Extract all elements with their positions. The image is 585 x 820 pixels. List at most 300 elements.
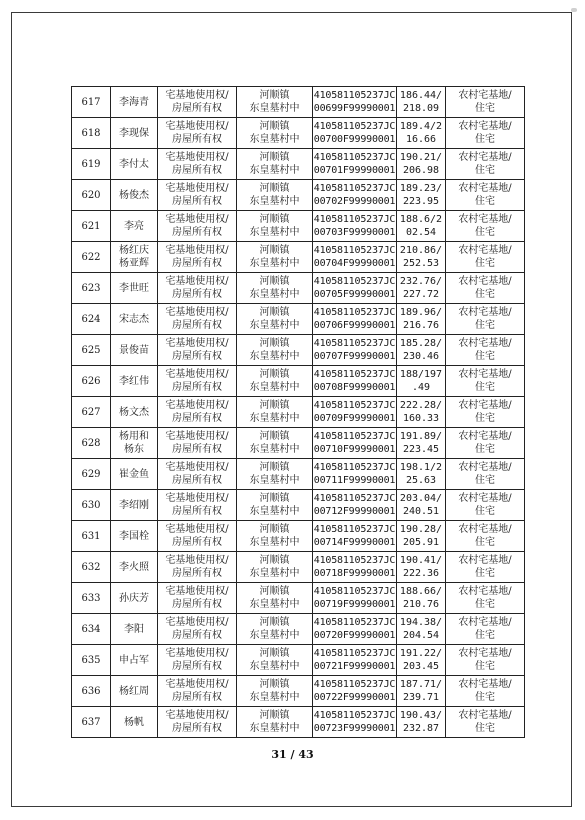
location-cell [237, 521, 313, 552]
owner-name-line: 李世旺 [119, 282, 149, 294]
table-row [72, 118, 525, 149]
unit-code-line: 00699F99990001 [313, 103, 396, 114]
location-line: 河顺镇 [259, 400, 290, 411]
right-type-line: 宅基地使用权/ [165, 152, 229, 163]
area-cell [397, 428, 446, 459]
row-number-line: 635 [81, 654, 101, 666]
land-use-cell [446, 459, 525, 490]
land-use-line: 住宅 [475, 227, 495, 238]
right-type-cell [158, 645, 237, 676]
location-line: 东皇墓村中 [249, 537, 300, 548]
right-type-cell [158, 676, 237, 707]
location-cell [237, 366, 313, 397]
location-line: 河顺镇 [259, 679, 290, 690]
owner-name-cell [111, 304, 158, 335]
land-use-line: 农村宅基地/ [458, 400, 512, 411]
right-type-line: 房屋所有权 [172, 196, 222, 207]
area-cell [397, 180, 446, 211]
area-line: 188.66/ [399, 586, 443, 597]
area-cell [397, 273, 446, 304]
land-use-line: 住宅 [475, 723, 495, 734]
right-type-cell [158, 707, 237, 738]
row-number-cell [72, 118, 111, 149]
area-line: 203.04/ [399, 493, 443, 504]
right-type-line: 宅基地使用权/ [165, 648, 229, 659]
row-number-line: 628 [81, 437, 101, 449]
location-cell [237, 273, 313, 304]
unit-code-line: 410581105237JC [313, 400, 396, 411]
location-line: 河顺镇 [259, 710, 290, 721]
right-type-line: 房屋所有权 [172, 661, 222, 672]
location-line: 东皇墓村中 [249, 568, 300, 579]
right-type-line: 房屋所有权 [172, 723, 222, 734]
right-type-line: 房屋所有权 [172, 475, 222, 486]
unit-code-line: 00718F99990001 [313, 568, 396, 579]
unit-code-line: 00702F99990001 [313, 196, 396, 207]
location-line: 河顺镇 [259, 648, 290, 659]
unit-code-line: 410581105237JC [313, 369, 396, 380]
row-number-cell [72, 335, 111, 366]
unit-code-line: 00708F99990001 [313, 382, 396, 393]
records-table-body [72, 87, 525, 738]
right-type-line: 宅基地使用权/ [165, 710, 229, 721]
row-number-cell [72, 304, 111, 335]
location-line: 河顺镇 [259, 183, 290, 194]
row-number-cell [72, 552, 111, 583]
area-line: 210.86/ [399, 245, 443, 256]
right-type-cell [158, 521, 237, 552]
owner-name-cell [111, 149, 158, 180]
location-cell [237, 614, 313, 645]
area-line: 223.95 [402, 196, 440, 207]
owner-name-line: 杨亚辉 [119, 258, 149, 269]
unit-code-line: 410581105237JC [313, 617, 396, 628]
area-line: 189.4/2 [399, 121, 443, 132]
area-cell [397, 490, 446, 521]
area-line: 240.51 [402, 506, 440, 517]
land-use-line: 农村宅基地/ [458, 276, 512, 287]
land-use-line: 住宅 [475, 382, 495, 393]
right-type-line: 宅基地使用权/ [165, 276, 229, 287]
table-row [72, 428, 525, 459]
area-line: 218.09 [402, 103, 440, 114]
owner-name-line: 杨俊杰 [119, 189, 149, 201]
area-line: .49 [411, 382, 431, 393]
area-cell [397, 335, 446, 366]
unit-code-line: 410581105237JC [313, 214, 396, 225]
land-use-line: 住宅 [475, 289, 495, 300]
owner-name-cell [111, 242, 158, 273]
land-use-cell [446, 490, 525, 521]
area-cell [397, 397, 446, 428]
right-type-line: 宅基地使用权/ [165, 183, 229, 194]
owner-name-cell [111, 180, 158, 211]
land-use-line: 农村宅基地/ [458, 152, 512, 163]
land-use-line: 农村宅基地/ [458, 369, 512, 380]
area-line: 188/197 [399, 369, 443, 380]
location-cell [237, 428, 313, 459]
unit-code-line: 410581105237JC [313, 710, 396, 721]
location-line: 河顺镇 [259, 586, 290, 597]
land-use-line: 农村宅基地/ [458, 524, 512, 535]
owner-name-line: 景俊苗 [119, 344, 149, 356]
right-type-line: 房屋所有权 [172, 134, 222, 145]
row-number-cell [72, 459, 111, 490]
table-row [72, 366, 525, 397]
unit-code-line: 00719F99990001 [313, 599, 396, 610]
right-type-cell [158, 273, 237, 304]
unit-code-line: 410581105237JC [313, 493, 396, 504]
unit-code-line: 410581105237JC [313, 183, 396, 194]
right-type-line: 宅基地使用权/ [165, 586, 229, 597]
unit-code-cell [313, 428, 397, 459]
land-use-line: 农村宅基地/ [458, 555, 512, 566]
location-cell [237, 676, 313, 707]
unit-code-line: 410581105237JC [313, 524, 396, 535]
area-cell [397, 676, 446, 707]
area-line: 239.71 [402, 692, 440, 703]
area-cell [397, 366, 446, 397]
owner-name-cell [111, 335, 158, 366]
land-use-line: 农村宅基地/ [458, 338, 512, 349]
right-type-line: 房屋所有权 [172, 227, 222, 238]
location-cell [237, 304, 313, 335]
table-row [72, 242, 525, 273]
land-use-line: 住宅 [475, 351, 495, 362]
unit-code-line: 00704F99990001 [313, 258, 396, 269]
location-cell [237, 211, 313, 242]
location-line: 东皇墓村中 [249, 599, 300, 610]
owner-name-line: 杨红庆 [119, 245, 149, 256]
land-use-line: 住宅 [475, 568, 495, 579]
owner-name-line: 杨红周 [119, 685, 149, 697]
scan-mark [571, 8, 577, 12]
area-cell [397, 304, 446, 335]
owner-name-line: 杨用和 [119, 431, 149, 442]
unit-code-cell [313, 645, 397, 676]
owner-name-cell [111, 397, 158, 428]
location-line: 东皇墓村中 [249, 382, 300, 393]
owner-name-line: 杨帆 [124, 716, 144, 728]
right-type-cell [158, 87, 237, 118]
location-line: 河顺镇 [259, 121, 290, 132]
land-use-line: 农村宅基地/ [458, 183, 512, 194]
area-line: 252.53 [402, 258, 440, 269]
row-number-line: 621 [81, 220, 101, 232]
right-type-cell [158, 397, 237, 428]
area-cell [397, 211, 446, 242]
location-line: 河顺镇 [259, 617, 290, 628]
unit-code-line: 00723F99990001 [313, 723, 396, 734]
table-row [72, 645, 525, 676]
area-cell [397, 459, 446, 490]
owner-name-cell [111, 490, 158, 521]
owner-name-line: 杨东 [124, 444, 144, 455]
land-use-cell [446, 304, 525, 335]
row-number-cell [72, 211, 111, 242]
land-use-cell [446, 521, 525, 552]
row-number-line: 617 [81, 96, 101, 108]
right-type-line: 宅基地使用权/ [165, 338, 229, 349]
unit-code-line: 410581105237JC [313, 276, 396, 287]
row-number-line: 626 [81, 375, 101, 387]
area-line: 190.21/ [399, 152, 443, 163]
right-type-cell [158, 552, 237, 583]
row-number-cell [72, 149, 111, 180]
row-number-line: 636 [81, 685, 101, 697]
location-line: 东皇墓村中 [249, 506, 300, 517]
area-line: 198.1/2 [399, 462, 443, 473]
owner-name-line: 李火照 [119, 561, 149, 573]
land-use-line: 住宅 [475, 661, 495, 672]
row-number-line: 630 [81, 499, 101, 511]
right-type-cell [158, 118, 237, 149]
unit-code-cell [313, 676, 397, 707]
area-line: 190.41/ [399, 555, 443, 566]
table-row [72, 676, 525, 707]
unit-code-line: 410581105237JC [313, 121, 396, 132]
unit-code-cell [313, 149, 397, 180]
land-use-cell [446, 211, 525, 242]
unit-code-line: 00700F99990001 [313, 134, 396, 145]
unit-code-line: 00703F99990001 [313, 227, 396, 238]
right-type-line: 宅基地使用权/ [165, 400, 229, 411]
right-type-line: 房屋所有权 [172, 537, 222, 548]
area-line: 191.22/ [399, 648, 443, 659]
location-line: 东皇墓村中 [249, 630, 300, 641]
land-use-cell [446, 583, 525, 614]
land-use-cell [446, 552, 525, 583]
unit-code-line: 410581105237JC [313, 462, 396, 473]
land-use-line: 住宅 [475, 320, 495, 331]
land-use-line: 住宅 [475, 599, 495, 610]
location-cell [237, 118, 313, 149]
location-line: 东皇墓村中 [249, 475, 300, 486]
location-line: 河顺镇 [259, 276, 290, 287]
unit-code-line: 00701F99990001 [313, 165, 396, 176]
unit-code-line: 00711F99990001 [313, 475, 396, 486]
unit-code-line: 00707F99990001 [313, 351, 396, 362]
land-use-line: 农村宅基地/ [458, 121, 512, 132]
location-cell [237, 459, 313, 490]
right-type-cell [158, 366, 237, 397]
unit-code-line: 410581105237JC [313, 152, 396, 163]
area-line: 190.43/ [399, 710, 443, 721]
row-number-line: 629 [81, 468, 101, 480]
area-cell [397, 87, 446, 118]
land-use-line: 住宅 [475, 444, 495, 455]
location-line: 东皇墓村中 [249, 165, 300, 176]
unit-code-cell [313, 397, 397, 428]
right-type-line: 房屋所有权 [172, 289, 222, 300]
area-line: 191.89/ [399, 431, 443, 442]
right-type-cell [158, 490, 237, 521]
location-line: 河顺镇 [259, 245, 290, 256]
area-line: 210.76 [402, 599, 440, 610]
owner-name-line: 宋志杰 [119, 313, 149, 325]
unit-code-cell [313, 87, 397, 118]
right-type-cell [158, 180, 237, 211]
location-cell [237, 552, 313, 583]
land-use-cell [446, 335, 525, 366]
area-line: 16.66 [405, 134, 437, 145]
location-cell [237, 707, 313, 738]
unit-code-line: 00709F99990001 [313, 413, 396, 424]
unit-code-cell [313, 366, 397, 397]
location-line: 东皇墓村中 [249, 723, 300, 734]
location-line: 东皇墓村中 [249, 258, 300, 269]
right-type-line: 宅基地使用权/ [165, 214, 229, 225]
unit-code-cell [313, 211, 397, 242]
unit-code-cell [313, 118, 397, 149]
land-use-line: 住宅 [475, 258, 495, 269]
row-number-line: 637 [81, 716, 101, 728]
row-number-cell [72, 676, 111, 707]
location-line: 河顺镇 [259, 152, 290, 163]
location-line: 东皇墓村中 [249, 103, 300, 114]
area-line: 187.71/ [399, 679, 443, 690]
unit-code-cell [313, 707, 397, 738]
right-type-cell [158, 583, 237, 614]
table-row [72, 552, 525, 583]
owner-name-line: 李海青 [119, 96, 149, 108]
table-row [72, 397, 525, 428]
land-use-line: 住宅 [475, 537, 495, 548]
owner-name-cell [111, 707, 158, 738]
location-cell [237, 645, 313, 676]
owner-name-line: 申占军 [119, 654, 149, 666]
land-use-cell [446, 366, 525, 397]
table-row [72, 273, 525, 304]
right-type-line: 宅基地使用权/ [165, 462, 229, 473]
unit-code-cell [313, 335, 397, 366]
location-line: 河顺镇 [259, 462, 290, 473]
land-use-cell [446, 397, 525, 428]
row-number-cell [72, 583, 111, 614]
area-cell [397, 707, 446, 738]
row-number-line: 619 [81, 158, 101, 170]
unit-code-line: 00714F99990001 [313, 537, 396, 548]
row-number-line: 623 [81, 282, 101, 294]
location-cell [237, 335, 313, 366]
land-use-line: 住宅 [475, 413, 495, 424]
location-cell [237, 242, 313, 273]
row-number-line: 632 [81, 561, 101, 573]
location-line: 河顺镇 [259, 493, 290, 504]
location-cell [237, 87, 313, 118]
land-use-line: 住宅 [475, 103, 495, 114]
land-use-line: 农村宅基地/ [458, 462, 512, 473]
unit-code-line: 410581105237JC [313, 555, 396, 566]
unit-code-line: 410581105237JC [313, 648, 396, 659]
table-row [72, 304, 525, 335]
table-row [72, 459, 525, 490]
land-use-cell [446, 118, 525, 149]
area-line: 206.98 [402, 165, 440, 176]
page-number [0, 748, 585, 761]
location-line: 河顺镇 [259, 338, 290, 349]
land-use-line: 住宅 [475, 134, 495, 145]
land-use-cell [446, 273, 525, 304]
right-type-line: 房屋所有权 [172, 351, 222, 362]
unit-code-cell [313, 273, 397, 304]
unit-code-line: 410581105237JC [313, 245, 396, 256]
unit-code-line: 410581105237JC [313, 90, 396, 101]
table-row [72, 707, 525, 738]
owner-name-cell [111, 645, 158, 676]
row-number-line: 620 [81, 189, 101, 201]
right-type-line: 房屋所有权 [172, 506, 222, 517]
owner-name-line: 李现保 [119, 127, 149, 139]
area-cell [397, 149, 446, 180]
location-line: 河顺镇 [259, 90, 290, 101]
location-line: 东皇墓村中 [249, 444, 300, 455]
land-use-cell [446, 614, 525, 645]
owner-name-cell [111, 521, 158, 552]
unit-code-cell [313, 552, 397, 583]
location-line: 东皇墓村中 [249, 289, 300, 300]
location-line: 东皇墓村中 [249, 134, 300, 145]
unit-code-line: 00706F99990001 [313, 320, 396, 331]
area-cell [397, 552, 446, 583]
row-number-cell [72, 707, 111, 738]
row-number-cell [72, 180, 111, 211]
row-number-line: 624 [81, 313, 101, 325]
owner-name-line: 李付太 [119, 158, 149, 170]
land-use-cell [446, 707, 525, 738]
location-line: 河顺镇 [259, 431, 290, 442]
right-type-line: 房屋所有权 [172, 382, 222, 393]
unit-code-line: 00720F99990001 [313, 630, 396, 641]
location-cell [237, 397, 313, 428]
unit-code-line: 00712F99990001 [313, 506, 396, 517]
area-line: 189.96/ [399, 307, 443, 318]
land-use-cell [446, 149, 525, 180]
row-number-line: 634 [81, 623, 101, 635]
land-use-line: 农村宅基地/ [458, 90, 512, 101]
right-type-line: 宅基地使用权/ [165, 369, 229, 380]
area-line: 185.28/ [399, 338, 443, 349]
area-line: 25.63 [405, 475, 437, 486]
right-type-cell [158, 149, 237, 180]
location-cell [237, 149, 313, 180]
right-type-line: 房屋所有权 [172, 165, 222, 176]
right-type-line: 房屋所有权 [172, 320, 222, 331]
table-row [72, 583, 525, 614]
right-type-line: 宅基地使用权/ [165, 617, 229, 628]
area-line: 189.23/ [399, 183, 443, 194]
owner-name-cell [111, 614, 158, 645]
row-number-cell [72, 242, 111, 273]
row-number-line: 622 [81, 251, 101, 263]
unit-code-cell [313, 459, 397, 490]
land-use-line: 住宅 [475, 506, 495, 517]
owner-name-line: 李国栓 [119, 530, 149, 542]
area-cell [397, 583, 446, 614]
land-use-line: 住宅 [475, 165, 495, 176]
row-number-cell [72, 490, 111, 521]
owner-name-line: 李阳 [124, 623, 144, 635]
right-type-line: 房屋所有权 [172, 258, 222, 269]
unit-code-cell [313, 304, 397, 335]
right-type-line: 宅基地使用权/ [165, 431, 229, 442]
area-line: 216.76 [402, 320, 440, 331]
right-type-line: 房屋所有权 [172, 599, 222, 610]
unit-code-line: 410581105237JC [313, 586, 396, 597]
row-number-line: 625 [81, 344, 101, 356]
row-number-cell [72, 397, 111, 428]
land-use-cell [446, 180, 525, 211]
